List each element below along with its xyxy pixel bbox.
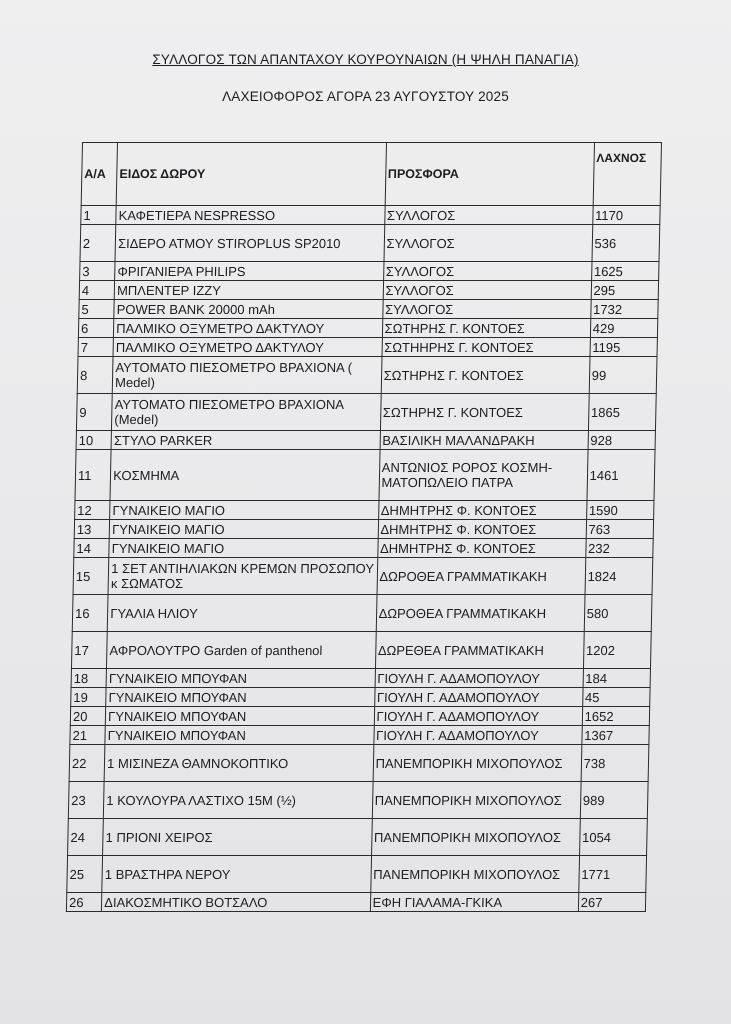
table-header-row bbox=[81, 143, 661, 206]
row-number-cell: 15 bbox=[73, 558, 109, 595]
item-cell: ΠΑΛΜΙΚΟ ΟΞΥΜΕΤΡΟ ΔΑΚΤΥΛΟΥ bbox=[114, 319, 383, 338]
item-cell: ΜΠΛΕΝΤΕΡ IZZY bbox=[114, 281, 383, 300]
item-cell: 1 ΚΟΥΛΟΥΡΑ ΛΑΣΤΙΧΟ 15Μ (½) bbox=[104, 782, 373, 819]
table-row bbox=[79, 300, 658, 319]
ticket-number-cell: 536 bbox=[592, 225, 660, 262]
item-cell: POWER BANK 20000 mAh bbox=[114, 300, 383, 319]
row-number-cell: 25 bbox=[67, 856, 103, 893]
offer-cell: ΣΩΤΗΡΗΣ Γ. ΚΟΝΤΟΕΣ bbox=[382, 319, 590, 338]
table-row bbox=[67, 856, 647, 893]
ticket-number-cell: 1824 bbox=[585, 558, 653, 595]
table-row bbox=[69, 745, 649, 782]
item-cell: ΣΙΔΕΡΟ ΑΤΜΟΥ STIROPLUS SP2010 bbox=[115, 225, 384, 262]
table-row bbox=[66, 893, 645, 912]
row-number-cell: 23 bbox=[68, 782, 104, 819]
table-row bbox=[81, 206, 660, 225]
row-number-cell: 18 bbox=[71, 669, 107, 688]
ticket-number-cell: 267 bbox=[578, 893, 646, 912]
ticket-number-cell: 1652 bbox=[582, 707, 650, 726]
offer-cell: ΔΩΡΟΘΕΑ ΓΡΑΜΜΑΤΙΚΑΚΗ bbox=[377, 558, 586, 595]
item-cell: ΚΟΣΜΗΜΑ bbox=[110, 450, 379, 501]
item-cell: ΓΥΝΑΙΚΕΙΟ ΜΠΟΥΦΑΝ bbox=[105, 707, 374, 726]
table-row bbox=[70, 726, 649, 745]
offer-cell: ΓΙΟΥΛΗ Γ. ΑΔΑΜΟΠΟΥΛΟΥ bbox=[375, 669, 583, 688]
item-cell: ΠΑΛΜΙΚΟ ΟΞΥΜΕΤΡΟ ΔΑΚΤΥΛΟΥ bbox=[113, 338, 382, 357]
table-row bbox=[77, 357, 657, 394]
header-aa: Α/Α bbox=[81, 143, 117, 206]
offer-cell: ΔΗΜΗΤΡΗΣ Φ. ΚΟΝΤΟΕΣ bbox=[378, 520, 586, 539]
header-offer: ΠΡΟΣΦΟΡΑ bbox=[385, 143, 594, 206]
document-title: ΣΥΛΛΟΓΟΣ ΤΩΝ ΑΠΑΝΤΑΧΟΥ ΚΟΥΡΟΥΝΑΙΩΝ (Η ΨΗΛΗ ΠΑΝΑΓΙΑ) bbox=[152, 52, 579, 67]
ticket-number-cell: 1461 bbox=[587, 450, 655, 501]
item-cell: ΦΡΙΓΑΝΙΕΡΑ PHILIPS bbox=[115, 262, 384, 281]
ticket-number-cell: 1865 bbox=[588, 394, 656, 431]
item-cell: ΓΥΝΑΙΚΕΙΟ ΜΑΓΙΟ bbox=[109, 539, 378, 558]
ticket-number-cell: 99 bbox=[589, 357, 657, 394]
offer-cell: ΣΥΛΛΟΓΟΣ bbox=[383, 281, 591, 300]
ticket-number-cell: 928 bbox=[588, 431, 656, 450]
offer-cell: ΣΥΛΛΟΓΟΣ bbox=[384, 206, 592, 225]
offer-cell: ΕΦΗ ΓΙΑΛΑΜΑ-ΓΚΙΚΑ bbox=[370, 893, 578, 912]
row-number-cell: 7 bbox=[78, 338, 114, 357]
prize-table bbox=[66, 142, 662, 912]
offer-cell: ΣΩΤΗΗΡΗΣ Γ. ΚΟΝΤΟΕΣ bbox=[382, 338, 590, 357]
item-cell: 1 ΜΙΣΙΝΕΖΑ ΘΑΜΝΟΚΟΠΤΙΚΟ bbox=[104, 745, 373, 782]
ticket-number-cell: 763 bbox=[586, 520, 654, 539]
document-subtitle: ΛΑΧΕΙΟΦΟΡΟΣ ΑΓΟΡΑ 23 ΑΥΓΟΥΣΤΟΥ 2025 bbox=[222, 89, 509, 104]
row-number-cell: 20 bbox=[70, 707, 106, 726]
table-row bbox=[78, 319, 657, 338]
row-number-cell: 21 bbox=[70, 726, 106, 745]
table-row bbox=[72, 595, 652, 632]
row-number-cell: 8 bbox=[77, 357, 113, 394]
item-cell: 1 ΠΡΙΟΝΙ ΧΕΙΡΟΣ bbox=[103, 819, 372, 856]
row-number-cell: 24 bbox=[68, 819, 104, 856]
offer-cell: ΔΗΜΗΤΡΗΣ Φ. ΚΟΝΤΟΕΣ bbox=[377, 539, 585, 558]
item-cell: ΚΑΦΕΤΙΕΡΑ NESPRESSO bbox=[116, 206, 385, 225]
row-number-cell: 5 bbox=[79, 300, 115, 319]
item-cell: 1 ΣΕΤ ΑΝΤΙΗΛΙΑΚΩΝ ΚΡΕΜΩΝ ΠΡΟΣΩΠΟΥ κ ΣΩΜΑΤΟΣ bbox=[108, 558, 377, 595]
item-cell: ΓΥΑΛΙΑ ΗΛΙΟΥ bbox=[107, 595, 376, 632]
row-number-cell: 19 bbox=[71, 688, 107, 707]
offer-cell: ΣΩΤΗΡΗΣ Γ. ΚΟΝΤΟΕΣ bbox=[380, 394, 589, 431]
ticket-number-cell: 45 bbox=[582, 688, 650, 707]
table-row bbox=[70, 707, 649, 726]
item-cell: ΑΦΡΟΛΟΥΤΡΟ Garden of panthenol bbox=[107, 632, 376, 669]
table-row bbox=[76, 394, 656, 431]
offer-cell: ΣΩΤΗΡΗΣ Γ. ΚΟΝΤΟΕΣ bbox=[381, 357, 590, 394]
row-number-cell: 2 bbox=[80, 225, 116, 262]
item-cell: ΓΥΝΑΙΚΕΙΟ ΜΠΟΥΦΑΝ bbox=[105, 726, 374, 745]
ticket-number-cell: 295 bbox=[591, 281, 659, 300]
item-cell: ΑΥΤΟΜΑΤΟ ΠΙΕΣΟΜΕΤΡΟ ΒΡΑΧΙΟΝΑ (Medel) bbox=[112, 394, 381, 431]
table-row bbox=[74, 520, 653, 539]
row-number-cell: 13 bbox=[74, 520, 110, 539]
offer-cell: ΓΙΟΥΛΗ Γ. ΑΔΑΜΟΠΟΥΛΟΥ bbox=[374, 707, 582, 726]
offer-cell: ΓΙΟΥΛΗ Γ. ΑΔΑΜΟΠΟΥΛΟΥ bbox=[374, 688, 582, 707]
row-number-cell: 1 bbox=[81, 206, 117, 225]
offer-cell: ΓΙΟΥΛΗ Γ. ΑΔΑΜΟΠΟΥΛΟΥ bbox=[373, 726, 581, 745]
item-cell: ΓΥΝΑΙΚΕΙΟ ΜΑΓΙΟ bbox=[110, 501, 379, 520]
offer-cell: ΠΑΝΕΜΠΟΡΙΚΗ ΜΙΧΟΠΟΥΛΟΣ bbox=[371, 819, 580, 856]
table-row bbox=[71, 632, 651, 669]
table-row bbox=[80, 225, 660, 262]
table-body bbox=[66, 206, 660, 912]
row-number-cell: 14 bbox=[74, 539, 110, 558]
ticket-number-cell: 429 bbox=[590, 319, 658, 338]
row-number-cell: 17 bbox=[71, 632, 107, 669]
offer-cell: ΔΩΡΟΘΕΑ ΓΡΑΜΜΑΤΙΚΑΚΗ bbox=[376, 595, 585, 632]
item-cell: ΓΥΝΑΙΚΕΙΟ ΜΠΟΥΦΑΝ bbox=[106, 688, 375, 707]
offer-cell: ΠΑΝΕΜΠΟΡΙΚΗ ΜΙΧΟΠΟΥΛΟΣ bbox=[370, 856, 579, 893]
ticket-number-cell: 989 bbox=[580, 782, 648, 819]
header-item: ΕΙΔΟΣ ΔΩΡΟΥ bbox=[116, 143, 386, 206]
ticket-number-cell: 1732 bbox=[590, 300, 658, 319]
offer-cell: ΠΑΝΕΜΠΟΡΙΚΗ ΜΙΧΟΠΟΥΛΟΣ bbox=[372, 782, 581, 819]
table-row bbox=[76, 431, 655, 450]
ticket-number-cell: 232 bbox=[585, 539, 653, 558]
offer-cell: ΔΗΜΗΤΡΗΣ Φ. ΚΟΝΤΟΕΣ bbox=[378, 501, 586, 520]
ticket-number-cell: 580 bbox=[584, 595, 652, 632]
item-cell: ΑΥΤΟΜΑΤΟ ΠΙΕΣΟΜΕΤΡΟ ΒΡΑΧΙΟΝΑ ( Medel) bbox=[112, 357, 381, 394]
row-number-cell: 26 bbox=[66, 893, 102, 912]
row-number-cell: 9 bbox=[76, 394, 112, 431]
row-number-cell: 6 bbox=[78, 319, 114, 338]
table-row bbox=[78, 338, 657, 357]
table-row bbox=[68, 819, 648, 856]
offer-cell: ΒΑΣΙΛΙΚΗ ΜΑΛΑΝΔΡΑΚΗ bbox=[380, 431, 588, 450]
table-row bbox=[73, 558, 653, 595]
offer-cell: ΔΩΡΕΘΕΑ ΓΡΑΜΜΑΤΙΚΑΚΗ bbox=[375, 632, 584, 669]
ticket-number-cell: 1590 bbox=[586, 501, 654, 520]
row-number-cell: 4 bbox=[79, 281, 115, 300]
ticket-number-cell: 1170 bbox=[592, 206, 660, 225]
ticket-number-cell: 1771 bbox=[578, 856, 646, 893]
ticket-number-cell: 1195 bbox=[590, 338, 658, 357]
header-number: ΛΑΧΝΟΣ bbox=[593, 143, 662, 206]
ticket-number-cell: 738 bbox=[581, 745, 649, 782]
offer-cell: ΑΝΤΩΝΙΟΣ ΡΟΡΟΣ ΚΟΣΜΗ-ΜΑΤΟΠΩΛΕΙΟ ΠΑΤΡΑ bbox=[379, 450, 588, 501]
ticket-number-cell: 1054 bbox=[579, 819, 647, 856]
item-cell: 1 ΒΡΑΣΤΗΡΑ ΝΕΡΟΥ bbox=[102, 856, 371, 893]
table-row bbox=[80, 262, 659, 281]
table-row bbox=[68, 782, 648, 819]
item-cell: ΔΙΑΚΟΣΜΗΤΙΚΟ ΒΟΤΣΑΛΟ bbox=[102, 893, 371, 912]
table-row bbox=[75, 450, 655, 501]
row-number-cell: 22 bbox=[69, 745, 105, 782]
item-cell: ΓΥΝΑΙΚΕΙΟ ΜΠΟΥΦΑΝ bbox=[106, 669, 375, 688]
row-number-cell: 16 bbox=[72, 595, 108, 632]
row-number-cell: 11 bbox=[75, 450, 111, 501]
offer-cell: ΣΥΛΛΟΓΟΣ bbox=[383, 262, 591, 281]
row-number-cell: 3 bbox=[80, 262, 116, 281]
item-cell: ΣΤΥΛΟ PARKER bbox=[111, 431, 380, 450]
offer-cell: ΣΥΛΛΟΓΟΣ bbox=[384, 225, 593, 262]
table-row bbox=[75, 501, 654, 520]
row-number-cell: 10 bbox=[76, 431, 112, 450]
offer-cell: ΣΥΛΛΟΓΟΣ bbox=[382, 300, 590, 319]
table-row bbox=[79, 281, 658, 300]
table-row bbox=[71, 669, 650, 688]
table-row bbox=[74, 539, 653, 558]
ticket-number-cell: 184 bbox=[583, 669, 651, 688]
table-row bbox=[71, 688, 650, 707]
row-number-cell: 12 bbox=[75, 501, 111, 520]
offer-cell: ΠΑΝΕΜΠΟΡΙΚΗ ΜΙΧΟΠΟΥΛΟΣ bbox=[373, 745, 582, 782]
item-cell: ΓΥΝΑΙΚΕΙΟ ΜΑΓΙΟ bbox=[109, 520, 378, 539]
ticket-number-cell: 1625 bbox=[591, 262, 659, 281]
ticket-number-cell: 1202 bbox=[583, 632, 651, 669]
ticket-number-cell: 1367 bbox=[582, 726, 650, 745]
